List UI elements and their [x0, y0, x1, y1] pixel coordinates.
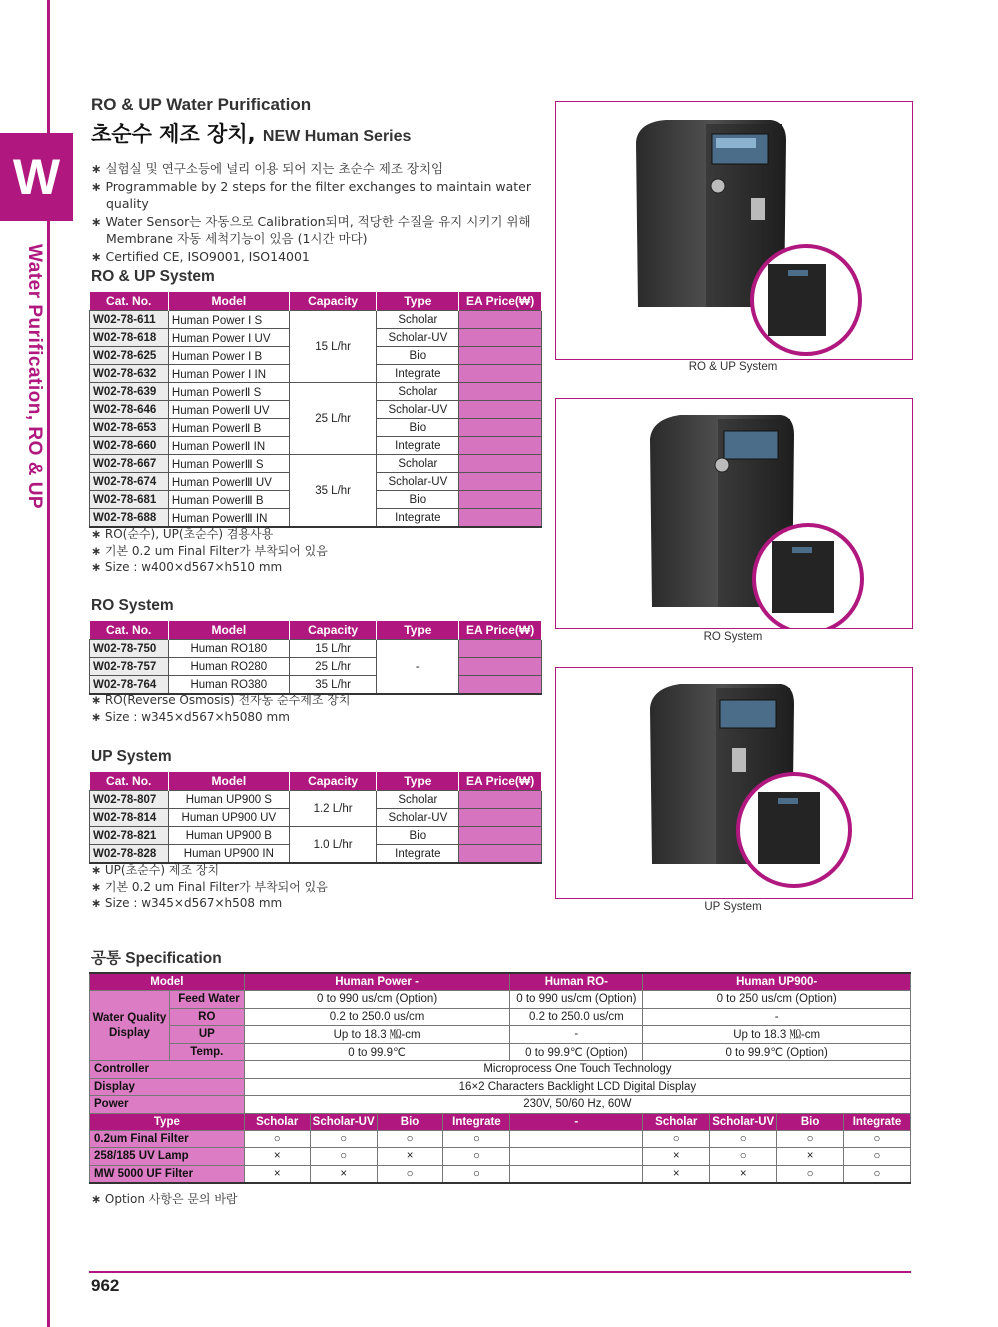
spec-value: 0 to 99.9℃ (Option): [510, 1043, 643, 1061]
type: Scholar-UV: [377, 401, 459, 419]
type: Scholar: [377, 455, 459, 473]
spec-model-power: Human Power -: [244, 973, 510, 991]
price-cell: [459, 676, 542, 695]
bullet-text: Certified CE, ISO9001, ISO14001: [105, 248, 310, 264]
model: Human PowerⅢ IN: [168, 509, 289, 528]
note-text: UP(초순수) 제조 장치: [104, 863, 220, 877]
option-mark: ○: [310, 1130, 377, 1148]
product-image-up: [555, 667, 913, 899]
spec-sub-label: Feed Water: [169, 991, 244, 1009]
option-mark: [510, 1165, 643, 1183]
spec-label: Power: [90, 1096, 245, 1114]
intro-bullet: [91, 160, 541, 178]
bullet-mark: ∗: [91, 1192, 102, 1206]
spec-value: 0 to 99.9℃ (Option): [643, 1043, 911, 1061]
spec-section-title: [91, 946, 222, 968]
up-table: [89, 772, 542, 864]
bullet-text: Programmable by 2 steps for the filter exchanges to maintain water quality: [105, 178, 532, 211]
model: Human PowerⅢ B: [168, 491, 289, 509]
price-cell: [459, 640, 542, 658]
bullet-mark: ∗: [91, 863, 102, 877]
price-cell: [459, 491, 542, 509]
price-cell: [459, 509, 542, 528]
option-mark: ×: [377, 1148, 443, 1166]
cat-no: W02-78-828: [90, 845, 169, 864]
intro-bullets: [91, 160, 541, 265]
type: Bio: [377, 347, 459, 365]
spec-row: [90, 1026, 911, 1044]
model: Human UP900 S: [168, 791, 289, 809]
spec-row: [90, 1008, 911, 1026]
up-notes: [91, 862, 328, 912]
cat-no: W02-78-674: [90, 473, 169, 491]
spec-value: -: [643, 1008, 911, 1026]
note-item: [91, 543, 328, 560]
model: Human Power Ⅰ UV: [168, 329, 289, 347]
model: Human RO380: [168, 676, 289, 695]
spec-row: [90, 991, 911, 1009]
option-mark: ○: [443, 1165, 510, 1183]
cat-no: W02-78-821: [90, 827, 169, 845]
up-unit-illustration: [556, 668, 912, 898]
cat-no: W02-78-757: [90, 658, 169, 676]
type-header: Scholar: [643, 1113, 710, 1130]
table-row: [90, 311, 542, 329]
ro-section-title: RO System: [91, 597, 174, 614]
note-text: Size : w345×d567×h5080 mm: [104, 709, 290, 724]
title-ko-text: 초순수 제조 장치,: [91, 122, 256, 146]
model: Human PowerⅡ S: [168, 383, 289, 401]
note-item: [91, 692, 350, 709]
model: Human UP900 UV: [168, 809, 289, 827]
table-row: [90, 791, 542, 809]
cat-no: W02-78-814: [90, 809, 169, 827]
spec-value: 0 to 990 us/cm (Option): [244, 991, 510, 1009]
note-item: [91, 895, 328, 912]
capacity: 1.2 L/hr: [289, 791, 377, 827]
bullet-mark: ∗: [91, 709, 102, 724]
type: Bio: [377, 827, 459, 845]
model: Human PowerⅡ UV: [168, 401, 289, 419]
page-number: 962: [91, 1276, 120, 1295]
note-item: [91, 709, 350, 726]
model: Human UP900 B: [168, 827, 289, 845]
section-tab: W: [0, 133, 73, 221]
option-mark: ○: [244, 1130, 310, 1148]
bullet-mark: ∗: [91, 161, 102, 176]
spec-value: 16×2 Characters Backlight LCD Digital Display: [244, 1078, 910, 1096]
cat-no: W02-78-688: [90, 509, 169, 528]
bullet-mark: ∗: [91, 527, 102, 541]
spec-label: MW 5000 UF Filter: [90, 1165, 245, 1183]
type-header: Integrate: [844, 1113, 911, 1130]
model: Human PowerⅡ IN: [168, 437, 289, 455]
spec-table: [89, 972, 911, 1184]
type-header: Integrate: [443, 1113, 510, 1130]
option-mark: ○: [643, 1130, 710, 1148]
option-mark: ○: [844, 1165, 911, 1183]
bullet-text: Water Sensor는 자동으로 Calibration되며, 적당한 수질을 유지 시키기 위해 Membrane 자동 세척기능이 있음 (1시간 마다): [105, 213, 531, 246]
cat-no: W02-78-632: [90, 365, 169, 383]
water-quality-label: Water Quality Display: [90, 991, 170, 1061]
spec-option-row: [90, 1148, 911, 1166]
capacity: 25 L/hr: [289, 383, 377, 455]
spec-value: Up to 18.3 ㏁-cm: [244, 1026, 510, 1044]
type: Scholar: [377, 383, 459, 401]
cat-no: W02-78-639: [90, 383, 169, 401]
option-mark: ○: [844, 1130, 911, 1148]
type-header: Scholar-UV: [710, 1113, 777, 1130]
spec-type-row: [90, 1113, 911, 1130]
table-row: [90, 640, 542, 658]
option-mark: ×: [244, 1148, 310, 1166]
spec-title-ko: 공통: [91, 950, 121, 967]
option-mark: ○: [443, 1130, 510, 1148]
spec-value: -: [510, 1026, 643, 1044]
spec-value: 230V, 50/60 Hz, 60W: [244, 1096, 910, 1114]
capacity: 1.0 L/hr: [289, 827, 377, 864]
bullet-mark: ∗: [91, 693, 102, 707]
option-mark: [510, 1130, 643, 1148]
page-title-ko: [91, 118, 411, 148]
spec-sub-label: RO: [169, 1008, 244, 1026]
model: Human RO280: [168, 658, 289, 676]
option-mark: ○: [777, 1130, 844, 1148]
intro-bullet: [91, 178, 541, 213]
spec-option-row: [90, 1130, 911, 1148]
spec-model-label: Model: [90, 973, 245, 991]
price-cell: [459, 347, 542, 365]
type: Scholar: [377, 311, 459, 329]
price-cell: [459, 437, 542, 455]
price-cell: [459, 827, 542, 845]
price-cell: [459, 365, 542, 383]
model: Human Power Ⅰ S: [168, 311, 289, 329]
table-row: [90, 383, 542, 401]
price-cell: [459, 329, 542, 347]
table-row: [90, 658, 542, 676]
note-text: RO(순수), UP(초순수) 겸용사용: [104, 527, 274, 541]
note-item: [91, 559, 328, 576]
model: Human RO180: [168, 640, 289, 658]
note-text: Size : w345×d567×h508 mm: [104, 896, 283, 910]
spec-value: 0.2 to 250.0 us/cm: [510, 1008, 643, 1026]
type: Bio: [377, 419, 459, 437]
option-mark: ○: [310, 1148, 377, 1166]
bullet-mark: ∗: [91, 896, 102, 910]
table-header-row: [90, 772, 542, 791]
title-series: NEW Human Series: [262, 128, 412, 145]
capacity: 35 L/hr: [289, 455, 377, 528]
ro-table: [89, 621, 542, 695]
cat-no: W02-78-653: [90, 419, 169, 437]
spec-row: [90, 1078, 911, 1096]
spec-model-up: Human UP900-: [643, 973, 911, 991]
price-cell: [459, 419, 542, 437]
col-type: Type: [377, 772, 459, 791]
price-cell: [459, 401, 542, 419]
col-cat-no: Cat. No.: [90, 292, 169, 311]
type: Scholar-UV: [377, 809, 459, 827]
type-header: -: [510, 1113, 643, 1130]
capacity: 35 L/hr: [289, 676, 377, 695]
ro-up-notes: [91, 526, 328, 576]
side-section-title: Water Purification, RO & UP: [24, 244, 45, 510]
bullet-mark: ∗: [91, 879, 102, 894]
cat-no: W02-78-750: [90, 640, 169, 658]
spec-value: Microprocess One Touch Technology: [244, 1061, 910, 1079]
price-cell: [459, 791, 542, 809]
price-cell: [459, 809, 542, 827]
table-row: [90, 455, 542, 473]
note-text: 기본 0.2 um Final Filter가 부착되어 있음: [104, 879, 328, 894]
col-type: Type: [377, 292, 459, 311]
note-text: 기본 0.2 um Final Filter가 부착되어 있음: [104, 543, 328, 558]
model: Human Power Ⅰ B: [168, 347, 289, 365]
spec-label: 0.2um Final Filter: [90, 1130, 245, 1148]
cat-no: W02-78-646: [90, 401, 169, 419]
type: Scholar-UV: [377, 329, 459, 347]
col-cat-no: Cat. No.: [90, 621, 169, 640]
spec-value: 0 to 250 us/cm (Option): [643, 991, 911, 1009]
spec-notes: [91, 1191, 238, 1208]
col-model: Model: [168, 621, 289, 640]
table-header-row: [90, 621, 542, 640]
model: Human PowerⅢ UV: [168, 473, 289, 491]
spec-value: 0.2 to 250.0 us/cm: [244, 1008, 510, 1026]
spec-model-ro: Human RO-: [510, 973, 643, 991]
option-mark: ×: [643, 1148, 710, 1166]
type: Integrate: [377, 845, 459, 864]
type: Scholar: [377, 791, 459, 809]
type-header: Scholar-UV: [310, 1113, 377, 1130]
col-capacity: Capacity: [289, 292, 377, 311]
type-header: Bio: [377, 1113, 443, 1130]
note-item: [91, 879, 328, 896]
cat-no: W02-78-611: [90, 311, 169, 329]
spec-row: [90, 1043, 911, 1061]
spec-type-label: Type: [90, 1113, 245, 1130]
image-caption: RO & UP System: [688, 361, 778, 373]
type: -: [377, 640, 459, 695]
bullet-mark: ∗: [91, 543, 102, 558]
cat-no: W02-78-764: [90, 676, 169, 695]
option-mark: ○: [377, 1165, 443, 1183]
page-title-en: RO & UP Water Purification: [91, 95, 312, 114]
bullet-text: 실험실 및 연구소등에 널리 이용 되어 지는 초순수 제조 장치임: [105, 161, 444, 176]
ro-unit-illustration: [556, 399, 912, 628]
type: Integrate: [377, 437, 459, 455]
intro-bullet: [91, 248, 541, 266]
image-caption: RO System: [703, 631, 763, 643]
capacity: 25 L/hr: [289, 658, 377, 676]
footer-rule: [89, 1271, 911, 1273]
model: Human Power Ⅰ IN: [168, 365, 289, 383]
note-item: [91, 1191, 238, 1208]
note-item: [91, 862, 328, 879]
table-header-row: [90, 292, 542, 311]
model: Human UP900 IN: [168, 845, 289, 864]
note-text: Option 사항은 문의 바람: [104, 1192, 238, 1206]
option-mark: ○: [777, 1165, 844, 1183]
option-mark: [510, 1148, 643, 1166]
option-mark: ○: [710, 1148, 777, 1166]
option-mark: ×: [643, 1165, 710, 1183]
capacity: 15 L/hr: [289, 311, 377, 383]
cat-no: W02-78-618: [90, 329, 169, 347]
price-cell: [459, 845, 542, 864]
spec-option-row: [90, 1165, 911, 1183]
cat-no: W02-78-807: [90, 791, 169, 809]
col-price: EA Price(₩): [459, 621, 542, 640]
spec-label: Controller: [90, 1061, 245, 1079]
col-price: EA Price(₩): [459, 292, 542, 311]
price-cell: [459, 455, 542, 473]
bullet-mark: ∗: [91, 560, 102, 574]
product-image-ro: [555, 398, 913, 629]
price-cell: [459, 473, 542, 491]
price-cell: [459, 311, 542, 329]
col-model: Model: [168, 292, 289, 311]
note-item: [91, 526, 328, 543]
model: Human PowerⅢ S: [168, 455, 289, 473]
spec-model-row: [90, 973, 911, 991]
image-caption: UP System: [704, 901, 762, 913]
bullet-mark: ∗: [91, 178, 102, 194]
type-header: Scholar: [244, 1113, 310, 1130]
up-section-title: UP System: [91, 748, 172, 765]
cat-no: W02-78-625: [90, 347, 169, 365]
cat-no: W02-78-681: [90, 491, 169, 509]
option-mark: ×: [777, 1148, 844, 1166]
spec-label: Display: [90, 1078, 245, 1096]
price-cell: [459, 658, 542, 676]
col-type: Type: [377, 621, 459, 640]
option-mark: ×: [310, 1165, 377, 1183]
col-capacity: Capacity: [289, 621, 377, 640]
ro-up-section-title: RO & UP System: [91, 268, 215, 285]
spec-sub-label: UP: [169, 1026, 244, 1044]
note-text: Size : w400×d567×h510 mm: [104, 560, 283, 574]
model: Human PowerⅡ B: [168, 419, 289, 437]
product-image-ro-up: [555, 101, 913, 360]
spec-label: 258/185 UV Lamp: [90, 1148, 245, 1166]
ro-up-unit-illustration: [556, 102, 912, 359]
spec-title-en: Specification: [125, 950, 222, 967]
option-mark: ○: [710, 1130, 777, 1148]
bullet-mark: ∗: [91, 248, 102, 264]
capacity: 15 L/hr: [289, 640, 377, 658]
option-mark: ×: [244, 1165, 310, 1183]
col-model: Model: [168, 772, 289, 791]
type: Integrate: [377, 509, 459, 528]
spec-row: [90, 1096, 911, 1114]
col-capacity: Capacity: [289, 772, 377, 791]
table-row: [90, 827, 542, 845]
bullet-mark: ∗: [91, 213, 102, 229]
spec-row: [90, 1061, 911, 1079]
spec-sub-label: Temp.: [169, 1043, 244, 1061]
spec-value: Up to 18.3 ㏁-cm: [643, 1026, 911, 1044]
col-cat-no: Cat. No.: [90, 772, 169, 791]
option-mark: ○: [377, 1130, 443, 1148]
type-header: Bio: [777, 1113, 844, 1130]
option-mark: ○: [844, 1148, 911, 1166]
intro-bullet: [91, 213, 541, 248]
type: Bio: [377, 491, 459, 509]
cat-no: W02-78-667: [90, 455, 169, 473]
ro-up-table: [89, 292, 542, 528]
option-mark: ×: [710, 1165, 777, 1183]
spec-value: 0 to 990 us/cm (Option): [510, 991, 643, 1009]
spec-value: 0 to 99.9℃: [244, 1043, 510, 1061]
type: Integrate: [377, 365, 459, 383]
note-text: RO(Reverse Osmosis) 전자동 순수제조 장치: [104, 693, 351, 707]
cat-no: W02-78-660: [90, 437, 169, 455]
option-mark: ○: [443, 1148, 510, 1166]
ro-notes: [91, 692, 350, 725]
type: Scholar-UV: [377, 473, 459, 491]
price-cell: [459, 383, 542, 401]
col-price: EA Price(₩): [459, 772, 542, 791]
